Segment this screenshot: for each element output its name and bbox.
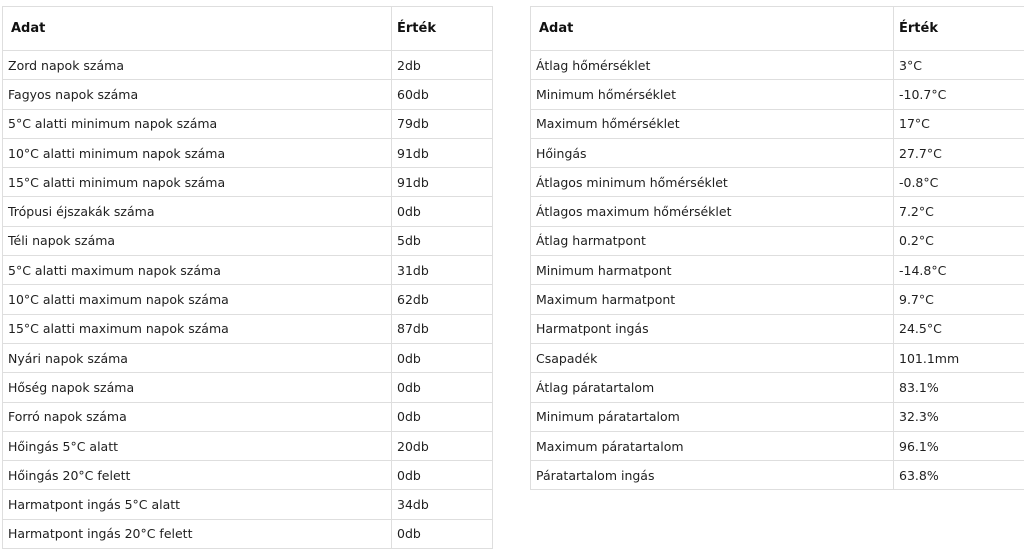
table-row bbox=[3, 461, 493, 490]
row-label-cell: Téli napok száma bbox=[3, 226, 392, 255]
column-header-adat: Adat bbox=[531, 7, 894, 51]
table-row bbox=[531, 431, 1024, 460]
row-label-cell: Hőingás bbox=[531, 138, 894, 167]
row-label-cell: 10°C alatti minimum napok száma bbox=[3, 138, 392, 167]
table-row bbox=[3, 197, 493, 226]
table-row bbox=[531, 168, 1024, 197]
row-value-cell: 34db bbox=[392, 490, 493, 519]
table-row bbox=[531, 138, 1024, 167]
row-label-cell: 15°C alatti minimum napok száma bbox=[3, 168, 392, 197]
row-value-cell: -14.8°C bbox=[894, 256, 1024, 285]
row-value-cell: 3°C bbox=[894, 51, 1024, 80]
row-value-cell: 91db bbox=[392, 138, 493, 167]
row-label-cell: Harmatpont ingás 20°C felett bbox=[3, 519, 392, 548]
row-value-cell: 101.1mm bbox=[894, 343, 1024, 372]
row-label-cell: 15°C alatti maximum napok száma bbox=[3, 314, 392, 343]
row-value-cell: 79db bbox=[392, 109, 493, 138]
table-row bbox=[3, 343, 493, 372]
table-row bbox=[3, 168, 493, 197]
table-row bbox=[531, 402, 1024, 431]
measurement-stats-table bbox=[530, 6, 1024, 490]
table-row bbox=[3, 285, 493, 314]
table-row bbox=[531, 197, 1024, 226]
row-value-cell: 17°C bbox=[894, 109, 1024, 138]
table-row bbox=[531, 80, 1024, 109]
table-row bbox=[3, 256, 493, 285]
row-label-cell: Maximum páratartalom bbox=[531, 431, 894, 460]
table-row bbox=[3, 226, 493, 255]
table-row bbox=[531, 373, 1024, 402]
table-body bbox=[3, 51, 493, 549]
row-label-cell: Maximum harmatpont bbox=[531, 285, 894, 314]
row-value-cell: 31db bbox=[392, 256, 493, 285]
row-label-cell: Zord napok száma bbox=[3, 51, 392, 80]
row-value-cell: 0db bbox=[392, 197, 493, 226]
table-row bbox=[3, 109, 493, 138]
table-body bbox=[531, 51, 1024, 490]
table-row bbox=[531, 109, 1024, 138]
table-row bbox=[3, 490, 493, 519]
row-value-cell: -0.8°C bbox=[894, 168, 1024, 197]
row-label-cell: Átlagos maximum hőmérséklet bbox=[531, 197, 894, 226]
column-header-ertek: Érték bbox=[392, 7, 493, 51]
table-row bbox=[3, 314, 493, 343]
row-label-cell: Átlag harmatpont bbox=[531, 226, 894, 255]
table-row bbox=[3, 431, 493, 460]
row-label-cell: Hőség napok száma bbox=[3, 373, 392, 402]
row-value-cell: 87db bbox=[392, 314, 493, 343]
table-row bbox=[531, 343, 1024, 372]
row-value-cell: 0db bbox=[392, 519, 493, 548]
table-row bbox=[3, 519, 493, 548]
row-value-cell: 83.1% bbox=[894, 373, 1024, 402]
row-value-cell: 27.7°C bbox=[894, 138, 1024, 167]
row-value-cell: 62db bbox=[392, 285, 493, 314]
row-label-cell: Páratartalom ingás bbox=[531, 461, 894, 490]
table-row bbox=[3, 138, 493, 167]
table-row bbox=[3, 51, 493, 80]
row-value-cell: 2db bbox=[392, 51, 493, 80]
row-value-cell: 0.2°C bbox=[894, 226, 1024, 255]
table-row bbox=[531, 256, 1024, 285]
row-label-cell: Harmatpont ingás 5°C alatt bbox=[3, 490, 392, 519]
row-label-cell: Csapadék bbox=[531, 343, 894, 372]
row-value-cell: 0db bbox=[392, 461, 493, 490]
row-value-cell: 5db bbox=[392, 226, 493, 255]
row-value-cell: -10.7°C bbox=[894, 80, 1024, 109]
table-row bbox=[3, 80, 493, 109]
table-row bbox=[531, 314, 1024, 343]
column-header-adat: Adat bbox=[3, 7, 392, 51]
row-label-cell: Átlag páratartalom bbox=[531, 373, 894, 402]
row-value-cell: 0db bbox=[392, 373, 493, 402]
row-label-cell: Hőingás 20°C felett bbox=[3, 461, 392, 490]
row-label-cell: 5°C alatti maximum napok száma bbox=[3, 256, 392, 285]
row-value-cell: 0db bbox=[392, 402, 493, 431]
row-value-cell: 7.2°C bbox=[894, 197, 1024, 226]
row-value-cell: 63.8% bbox=[894, 461, 1024, 490]
table-row bbox=[531, 461, 1024, 490]
row-value-cell: 20db bbox=[392, 431, 493, 460]
row-value-cell: 24.5°C bbox=[894, 314, 1024, 343]
row-label-cell: Átlag hőmérséklet bbox=[531, 51, 894, 80]
table-header-row bbox=[531, 7, 1024, 51]
row-value-cell: 96.1% bbox=[894, 431, 1024, 460]
row-label-cell: Fagyos napok száma bbox=[3, 80, 392, 109]
row-value-cell: 32.3% bbox=[894, 402, 1024, 431]
row-label-cell: Minimum páratartalom bbox=[531, 402, 894, 431]
row-label-cell: Minimum harmatpont bbox=[531, 256, 894, 285]
table-header-row bbox=[3, 7, 493, 51]
row-label-cell: Forró napok száma bbox=[3, 402, 392, 431]
row-label-cell: Átlagos minimum hőmérséklet bbox=[531, 168, 894, 197]
row-label-cell: 10°C alatti maximum napok száma bbox=[3, 285, 392, 314]
table-row bbox=[531, 285, 1024, 314]
row-label-cell: Minimum hőmérséklet bbox=[531, 80, 894, 109]
row-value-cell: 9.7°C bbox=[894, 285, 1024, 314]
row-label-cell: 5°C alatti minimum napok száma bbox=[3, 109, 392, 138]
table-row bbox=[3, 373, 493, 402]
row-value-cell: 91db bbox=[392, 168, 493, 197]
row-value-cell: 60db bbox=[392, 80, 493, 109]
table-row bbox=[531, 51, 1024, 80]
column-header-ertek: Érték bbox=[894, 7, 1024, 51]
count-stats-table bbox=[2, 6, 493, 549]
row-value-cell: 0db bbox=[392, 343, 493, 372]
table-row bbox=[531, 226, 1024, 255]
table-row bbox=[3, 402, 493, 431]
row-label-cell: Harmatpont ingás bbox=[531, 314, 894, 343]
row-label-cell: Hőingás 5°C alatt bbox=[3, 431, 392, 460]
row-label-cell: Nyári napok száma bbox=[3, 343, 392, 372]
row-label-cell: Maximum hőmérséklet bbox=[531, 109, 894, 138]
row-label-cell: Trópusi éjszakák száma bbox=[3, 197, 392, 226]
